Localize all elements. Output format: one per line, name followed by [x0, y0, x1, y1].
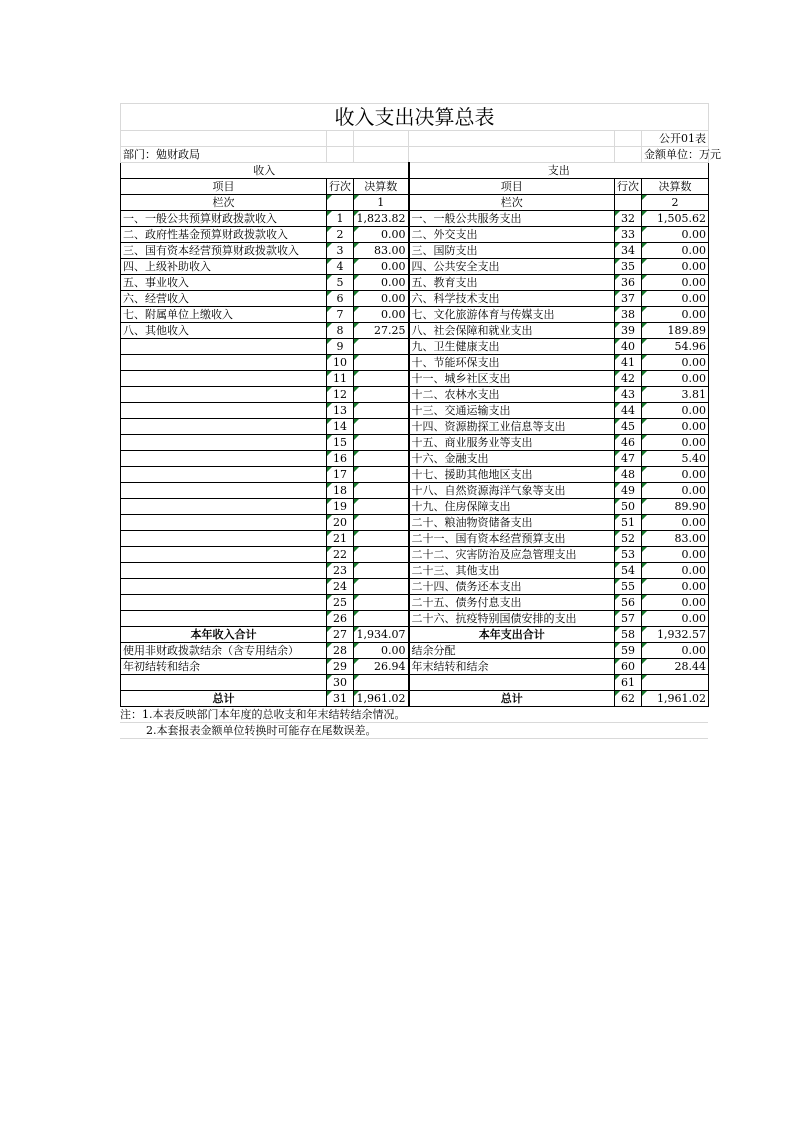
expense-item: 十五、商业服务业等支出 — [409, 435, 615, 451]
summary-table — [120, 103, 721, 707]
table-row — [121, 227, 709, 243]
income-row-number: 2 — [327, 227, 354, 243]
expense-rowno-header: 行次 — [615, 179, 642, 195]
expense-header: 支出 — [409, 163, 709, 179]
income-col-label: 栏次 — [121, 195, 327, 211]
expense-row-number: 36 — [615, 275, 642, 291]
expense-amount: 0.00 — [642, 419, 709, 435]
income-item: 六、经营收入 — [121, 291, 327, 307]
income-item: 七、附属单位上缴收入 — [121, 307, 327, 323]
income-amount — [354, 531, 409, 547]
income-item — [121, 419, 327, 435]
table-row — [121, 627, 709, 643]
expense-row-number: 55 — [615, 579, 642, 595]
expense-row-number: 53 — [615, 547, 642, 563]
expense-item: 四、公共安全支出 — [409, 259, 615, 275]
income-item — [121, 387, 327, 403]
income-amount — [354, 547, 409, 563]
income-row-number: 20 — [327, 515, 354, 531]
income-amount: 0.00 — [354, 227, 409, 243]
expense-row-number: 52 — [615, 531, 642, 547]
income-row-number: 19 — [327, 499, 354, 515]
income-item-header: 项目 — [121, 179, 327, 195]
expense-item: 二十二、灾害防治及应急管理支出 — [409, 547, 615, 563]
expense-item: 二十三、其他支出 — [409, 563, 615, 579]
expense-row-number: 59 — [615, 643, 642, 659]
income-row-number: 9 — [327, 339, 354, 355]
expense-item: 年末结转和结余 — [409, 659, 615, 675]
expense-row-number: 39 — [615, 323, 642, 339]
expense-amount: 0.00 — [642, 563, 709, 579]
expense-amount: 54.96 — [642, 339, 709, 355]
income-amount — [354, 355, 409, 371]
income-row-number: 4 — [327, 259, 354, 275]
income-item: 四、上级补助收入 — [121, 259, 327, 275]
table-row — [121, 435, 709, 451]
expense-item: 十八、自然资源海洋气象等支出 — [409, 483, 615, 499]
income-item — [121, 579, 327, 595]
expense-item: 十七、援助其他地区支出 — [409, 467, 615, 483]
expense-item: 二十四、债务还本支出 — [409, 579, 615, 595]
table-row — [121, 355, 709, 371]
income-amount: 1,934.07 — [354, 627, 409, 643]
expense-amount — [642, 675, 709, 691]
income-amount: 0.00 — [354, 307, 409, 323]
expense-row-number: 60 — [615, 659, 642, 675]
expense-amount: 83.00 — [642, 531, 709, 547]
income-amount — [354, 675, 409, 691]
income-item: 年初结转和结余 — [121, 659, 327, 675]
table-row — [121, 563, 709, 579]
expense-amount: 0.00 — [642, 579, 709, 595]
expense-row-number: 48 — [615, 467, 642, 483]
department-label: 部门：勉财政局 — [121, 147, 327, 163]
income-row-number: 14 — [327, 419, 354, 435]
table-row — [121, 403, 709, 419]
notes — [120, 707, 708, 739]
table-row — [121, 387, 709, 403]
expense-amount: 5.40 — [642, 451, 709, 467]
expense-amount: 0.00 — [642, 291, 709, 307]
income-amount — [354, 387, 409, 403]
table-row — [121, 323, 709, 339]
income-item — [121, 451, 327, 467]
expense-amount: 0.00 — [642, 371, 709, 387]
table-row — [121, 547, 709, 563]
income-amount — [354, 483, 409, 499]
expense-amount: 0.00 — [642, 227, 709, 243]
expense-row-number: 32 — [615, 211, 642, 227]
income-row-number: 8 — [327, 323, 354, 339]
expense-amount: 0.00 — [642, 243, 709, 259]
income-amount — [354, 419, 409, 435]
expense-row-number: 37 — [615, 291, 642, 307]
expense-item: 十九、住房保障支出 — [409, 499, 615, 515]
table-row — [121, 371, 709, 387]
expense-amount: 28.44 — [642, 659, 709, 675]
expense-col-number: 2 — [642, 195, 709, 211]
table-row — [121, 211, 709, 227]
income-amount: 0.00 — [354, 259, 409, 275]
page-title: 收入支出决算总表 — [121, 104, 709, 131]
expense-row-number: 50 — [615, 499, 642, 515]
table-row — [121, 467, 709, 483]
income-item: 总计 — [121, 691, 327, 707]
income-row-number: 30 — [327, 675, 354, 691]
expense-row-number: 56 — [615, 595, 642, 611]
income-item: 本年收入合计 — [121, 627, 327, 643]
note-line: 注：1.本表反映部门本年度的总收支和年末结转结余情况。 — [120, 707, 708, 723]
income-item — [121, 355, 327, 371]
expense-amount: 0.00 — [642, 515, 709, 531]
table-row — [121, 659, 709, 675]
expense-item: 十一、城乡社区支出 — [409, 371, 615, 387]
expense-row-number: 49 — [615, 483, 642, 499]
income-amount-header: 决算数 — [354, 179, 409, 195]
expense-item: 十三、交通运输支出 — [409, 403, 615, 419]
expense-item: 八、社会保障和就业支出 — [409, 323, 615, 339]
table-row — [121, 643, 709, 659]
expense-item: 二十六、抗疫特别国债安排的支出 — [409, 611, 615, 627]
expense-row-number: 34 — [615, 243, 642, 259]
income-amount — [354, 467, 409, 483]
income-item — [121, 547, 327, 563]
expense-amount: 1,505.62 — [642, 211, 709, 227]
table-row — [121, 339, 709, 355]
income-row-number: 13 — [327, 403, 354, 419]
expense-item: 十六、金融支出 — [409, 451, 615, 467]
table-row — [121, 307, 709, 323]
income-row-number: 23 — [327, 563, 354, 579]
expense-amount: 0.00 — [642, 275, 709, 291]
expense-row-number: 43 — [615, 387, 642, 403]
expense-item: 总计 — [409, 691, 615, 707]
income-item — [121, 611, 327, 627]
income-amount — [354, 339, 409, 355]
income-item: 一、一般公共预算财政拨款收入 — [121, 211, 327, 227]
income-item — [121, 483, 327, 499]
income-amount: 27.25 — [354, 323, 409, 339]
income-item: 三、国有资本经营预算财政拨款收入 — [121, 243, 327, 259]
income-col-number: 1 — [354, 195, 409, 211]
income-amount — [354, 515, 409, 531]
income-amount — [354, 435, 409, 451]
income-item — [121, 563, 327, 579]
expense-item: 二十、粮油物资储备支出 — [409, 515, 615, 531]
income-item: 八、其他收入 — [121, 323, 327, 339]
note-line: 2.本套报表金额单位转换时可能存在尾数误差。 — [120, 723, 708, 739]
income-item — [121, 371, 327, 387]
income-amount — [354, 595, 409, 611]
expense-row-number: 62 — [615, 691, 642, 707]
income-amount — [354, 451, 409, 467]
expense-item: 六、科学技术支出 — [409, 291, 615, 307]
income-amount — [354, 371, 409, 387]
expense-item: 七、文化旅游体育与传媒支出 — [409, 307, 615, 323]
expense-item: 十、节能环保支出 — [409, 355, 615, 371]
expense-item: 十四、资源勘探工业信息等支出 — [409, 419, 615, 435]
income-amount: 83.00 — [354, 243, 409, 259]
expense-row-number: 54 — [615, 563, 642, 579]
income-amount: 26.94 — [354, 659, 409, 675]
table-row — [121, 515, 709, 531]
income-row-number: 17 — [327, 467, 354, 483]
income-row-number: 12 — [327, 387, 354, 403]
expense-amount: 0.00 — [642, 643, 709, 659]
income-item: 二、政府性基金预算财政拨款收入 — [121, 227, 327, 243]
expense-row-number: 42 — [615, 371, 642, 387]
table-row — [121, 595, 709, 611]
income-item — [121, 467, 327, 483]
table-code: 公开01表 — [642, 131, 709, 147]
income-item — [121, 531, 327, 547]
expense-row-number: 47 — [615, 451, 642, 467]
expense-row-number: 33 — [615, 227, 642, 243]
income-item — [121, 339, 327, 355]
expense-amount-header: 决算数 — [642, 179, 709, 195]
income-row-number: 27 — [327, 627, 354, 643]
expense-amount: 0.00 — [642, 595, 709, 611]
expense-amount: 1,961.02 — [642, 691, 709, 707]
income-row-number: 24 — [327, 579, 354, 595]
income-amount — [354, 403, 409, 419]
income-rowno-header: 行次 — [327, 179, 354, 195]
expense-amount: 89.90 — [642, 499, 709, 515]
income-item — [121, 403, 327, 419]
expense-row-number: 40 — [615, 339, 642, 355]
income-row-number: 1 — [327, 211, 354, 227]
expense-amount: 3.81 — [642, 387, 709, 403]
expense-amount: 0.00 — [642, 355, 709, 371]
table-row — [121, 483, 709, 499]
table-row — [121, 451, 709, 467]
income-amount — [354, 499, 409, 515]
income-amount: 0.00 — [354, 291, 409, 307]
table-row — [121, 531, 709, 547]
expense-amount: 0.00 — [642, 403, 709, 419]
expense-item: 一、一般公共服务支出 — [409, 211, 615, 227]
table-row — [121, 259, 709, 275]
table-row — [121, 419, 709, 435]
expense-amount: 0.00 — [642, 611, 709, 627]
income-row-number: 16 — [327, 451, 354, 467]
expense-amount: 0.00 — [642, 547, 709, 563]
income-row-number: 21 — [327, 531, 354, 547]
income-header: 收入 — [121, 163, 409, 179]
expense-item: 十二、农林水支出 — [409, 387, 615, 403]
income-row-number: 6 — [327, 291, 354, 307]
expense-row-number: 35 — [615, 259, 642, 275]
table-row — [121, 611, 709, 627]
expense-col-label: 栏次 — [409, 195, 615, 211]
expense-row-number: 44 — [615, 403, 642, 419]
report-sheet — [120, 103, 721, 739]
table-row — [121, 243, 709, 259]
expense-amount: 0.00 — [642, 307, 709, 323]
expense-row-number: 61 — [615, 675, 642, 691]
table-row — [121, 499, 709, 515]
income-row-number: 25 — [327, 595, 354, 611]
table-row — [121, 579, 709, 595]
income-row-number: 26 — [327, 611, 354, 627]
income-item — [121, 595, 327, 611]
table-row — [121, 275, 709, 291]
expense-amount: 0.00 — [642, 259, 709, 275]
expense-row-number: 51 — [615, 515, 642, 531]
expense-amount: 189.89 — [642, 323, 709, 339]
income-item — [121, 435, 327, 451]
table-row — [121, 691, 709, 707]
table-row — [121, 291, 709, 307]
expense-row-number: 46 — [615, 435, 642, 451]
income-row-number: 11 — [327, 371, 354, 387]
income-item — [121, 499, 327, 515]
income-row-number: 15 — [327, 435, 354, 451]
unit-label: 金额单位：万元 — [642, 147, 709, 163]
income-row-number: 10 — [327, 355, 354, 371]
expense-row-number: 41 — [615, 355, 642, 371]
expense-item: 结余分配 — [409, 643, 615, 659]
income-amount — [354, 611, 409, 627]
income-row-number: 5 — [327, 275, 354, 291]
income-amount — [354, 563, 409, 579]
expense-row-number: 45 — [615, 419, 642, 435]
income-row-number: 28 — [327, 643, 354, 659]
income-amount: 1,823.82 — [354, 211, 409, 227]
expense-amount: 1,932.57 — [642, 627, 709, 643]
income-row-number: 22 — [327, 547, 354, 563]
income-amount: 0.00 — [354, 275, 409, 291]
expense-row-number: 58 — [615, 627, 642, 643]
income-amount — [354, 579, 409, 595]
income-item: 使用非财政拨款结余（含专用结余） — [121, 643, 327, 659]
income-row-number: 7 — [327, 307, 354, 323]
expense-item-header: 项目 — [409, 179, 615, 195]
expense-item: 五、教育支出 — [409, 275, 615, 291]
expense-amount: 0.00 — [642, 483, 709, 499]
expense-item: 本年支出合计 — [409, 627, 615, 643]
expense-item: 三、国防支出 — [409, 243, 615, 259]
expense-amount: 0.00 — [642, 467, 709, 483]
income-amount: 1,961.02 — [354, 691, 409, 707]
table-row — [121, 675, 709, 691]
expense-item: 二十一、国有资本经营预算支出 — [409, 531, 615, 547]
income-item — [121, 675, 327, 691]
expense-row-number: 38 — [615, 307, 642, 323]
expense-amount: 0.00 — [642, 435, 709, 451]
income-row-number: 29 — [327, 659, 354, 675]
expense-item — [409, 675, 615, 691]
expense-item: 九、卫生健康支出 — [409, 339, 615, 355]
income-row-number: 3 — [327, 243, 354, 259]
income-row-number: 18 — [327, 483, 354, 499]
expense-row-number: 57 — [615, 611, 642, 627]
expense-item: 二、外交支出 — [409, 227, 615, 243]
income-row-number: 31 — [327, 691, 354, 707]
income-amount: 0.00 — [354, 643, 409, 659]
income-item: 五、事业收入 — [121, 275, 327, 291]
income-item — [121, 515, 327, 531]
expense-item: 二十五、债务付息支出 — [409, 595, 615, 611]
